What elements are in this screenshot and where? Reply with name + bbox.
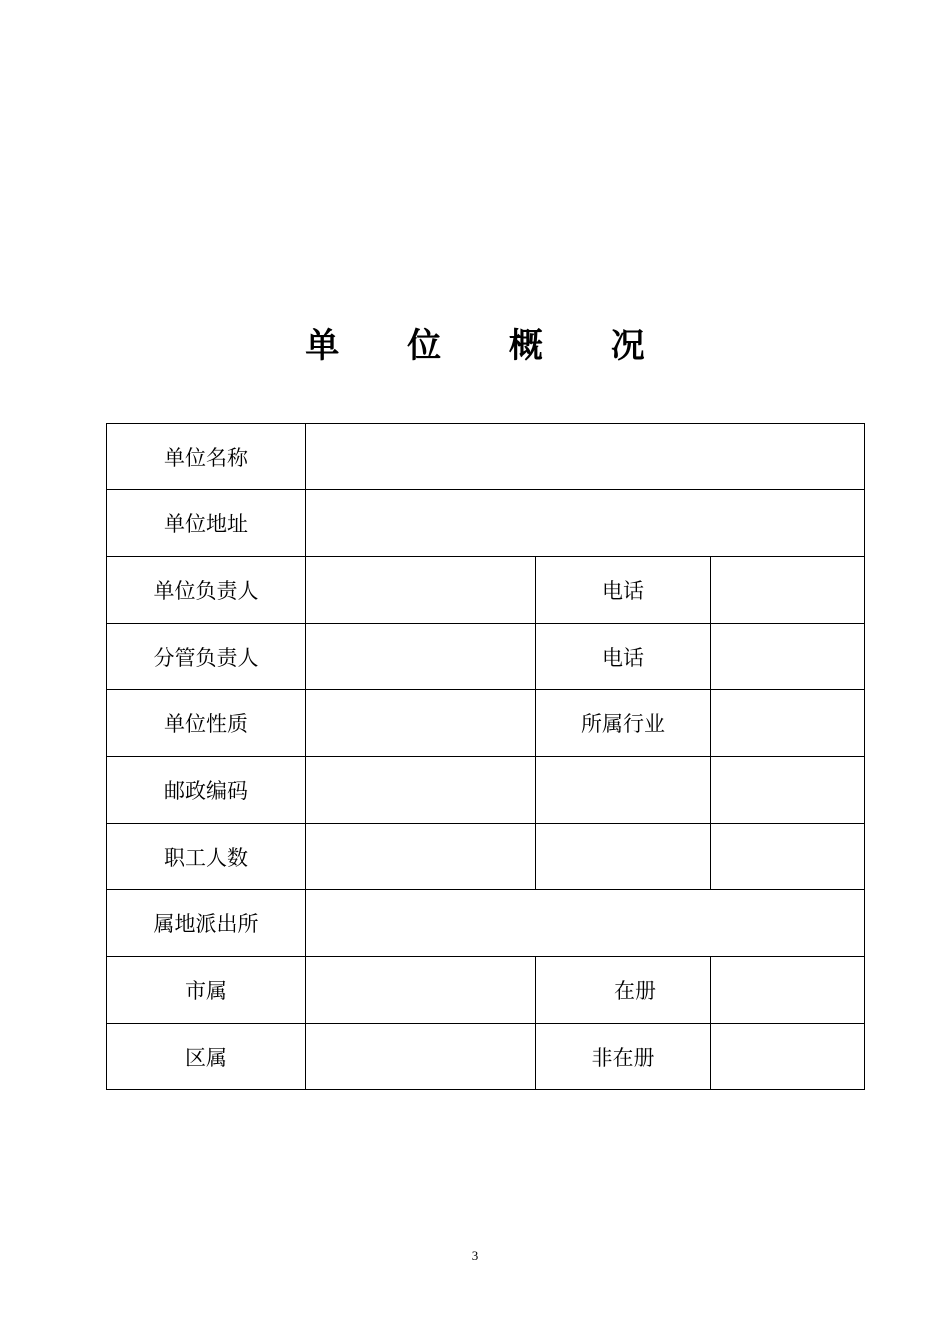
industry-field[interactable] [711,690,865,757]
table-row [107,424,865,490]
row-label-industry: 所属行业 [536,690,711,757]
row-label-unit-head: 单位负责人 [107,557,306,624]
row-label-deputy-head: 分管负责人 [107,624,306,690]
unregistered-field[interactable] [711,1024,865,1090]
unit-nature-field[interactable] [306,690,536,757]
row-label-staff-count: 职工人数 [107,824,306,890]
row-label-unit-address: 单位地址 [107,490,306,557]
police-station-field[interactable] [306,890,865,957]
row-label-unit-nature: 单位性质 [107,690,306,757]
table-row [107,1024,865,1090]
unit-head-field[interactable] [306,557,536,624]
table-row [107,690,865,757]
row-label-unit-head-phone: 电话 [536,557,711,624]
page-title: 单 位 概 况 [305,326,673,366]
row-label-postal-code: 邮政编码 [107,757,306,824]
table-row [107,824,865,890]
postal-code-extra-field[interactable] [711,757,865,824]
row-label-registered: 在册 [536,957,711,1024]
deputy-head-phone-field[interactable] [711,624,865,690]
staff-count-extra-label [536,824,711,890]
postal-code-extra-label [536,757,711,824]
deputy-head-field[interactable] [306,624,536,690]
staff-count-extra-field[interactable] [711,824,865,890]
table-row [107,490,865,557]
table-row [107,757,865,824]
row-label-unregistered: 非在册 [536,1024,711,1090]
city-owned-field[interactable] [306,957,536,1024]
table-row [107,890,865,957]
district-owned-field[interactable] [306,1024,536,1090]
staff-count-field[interactable] [306,824,536,890]
row-label-city-owned: 市属 [107,957,306,1024]
row-label-deputy-head-phone: 电话 [536,624,711,690]
row-label-district-owned: 区属 [107,1024,306,1090]
table-row [107,957,865,1024]
table-row [107,624,865,690]
postal-code-field[interactable] [306,757,536,824]
unit-overview-table [106,423,865,1090]
registered-field[interactable] [711,957,865,1024]
unit-name-field[interactable] [306,424,865,490]
page-number: 3 [471,1248,479,1263]
table-row [107,557,865,624]
row-label-police-station: 属地派出所 [107,890,306,957]
unit-head-phone-field[interactable] [711,557,865,624]
unit-address-field[interactable] [306,490,865,557]
row-label-unit-name: 单位名称 [107,424,306,490]
